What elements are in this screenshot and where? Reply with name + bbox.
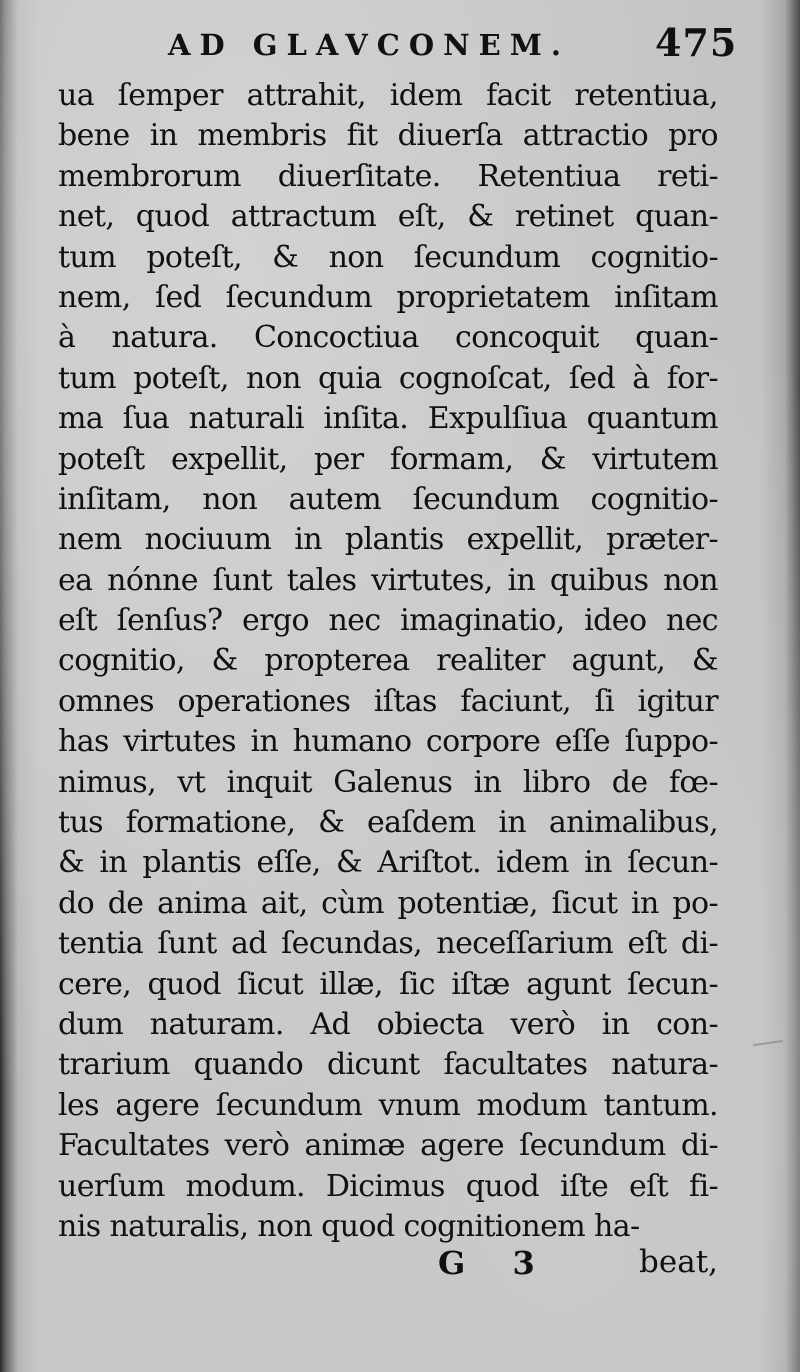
text-line: membrorum diuerſitate. Retentiua reti-	[58, 158, 718, 194]
text-line: ua ſemper attrahit, idem facit retentiua,	[58, 78, 718, 113]
text-line: nem, ſed ſecundum proprietatem inſitam	[58, 279, 718, 315]
text-line: inſitam, non autem ſecundum cognitio-	[58, 481, 718, 517]
text-line: net, quod attractum eſt, & retinet quan-	[58, 199, 718, 235]
signature-mark: G 3	[438, 1244, 553, 1282]
running-head: AD GLAVCONEM.	[168, 28, 570, 62]
text-line: nis naturalis, non quod cognitionem ha-	[58, 1208, 640, 1244]
text-line: à natura. Concoctiua concoquit quan-	[58, 320, 718, 356]
text-line: bene in membris fit diuerſa attractio pro	[58, 118, 718, 154]
text-line: cere, quod ſicut illæ, ſic iſtæ agunt ſecun-	[58, 966, 718, 1002]
page-footer	[58, 1244, 718, 1288]
text-line: tum poteſt, non quia cognoſcat, ſed à for-	[58, 360, 718, 396]
text-line: tentia ſunt ad ſecundas, neceſſarium eſt di-	[58, 926, 718, 962]
text-line: ma ſua naturali inſita. Expulſiua quantum	[58, 401, 718, 437]
text-line: tum poteſt, & non ſecundum cognitio-	[58, 239, 718, 275]
text-line: Facultates verò animæ agere ſecundum di-	[58, 1128, 718, 1164]
text-line: omnes operationes iſtas faciunt, ſi igitur	[58, 683, 718, 719]
catchword: beat,	[639, 1244, 718, 1280]
text-line: les agere ſecundum vnum modum tantum.	[58, 1087, 718, 1123]
text-line: nem nociuum in plantis expellit, præter-	[58, 522, 718, 558]
text-line: eſt ſenſus? ergo nec imaginatio, ideo nec	[58, 603, 718, 639]
text-line: do de anima ait, cùm potentiæ, ſicut in po-	[58, 885, 718, 921]
show-through-mark	[753, 1040, 785, 1062]
text-line: uerſum modum. Dicimus quod iſte eſt fi-	[58, 1168, 718, 1204]
text-line: cognitio, & propterea realiter agunt, &	[58, 643, 718, 679]
text-line: has virtutes in humano corpore eſſe ſuppo-	[58, 724, 718, 760]
text-line: nimus, vt inquit Galenus in libro de fœ-	[58, 764, 718, 800]
text-line: tus formatione, & eaſdem in animalibus,	[58, 805, 718, 841]
page-number: 475	[655, 20, 738, 65]
text-line: & in plantis eſſe, & Ariſtot. idem in ſecun-	[58, 845, 718, 881]
page-header	[150, 14, 750, 64]
text-line: poteſt expellit, per formam, & virtutem	[58, 441, 718, 477]
body-text	[58, 76, 718, 1247]
text-line: trarium quando dicunt facultates natura-	[58, 1047, 718, 1083]
text-line: dum naturam. Ad obiecta verò in con-	[58, 1006, 718, 1042]
text-line: ea nónne ſunt tales virtutes, in quibus non	[58, 562, 718, 598]
